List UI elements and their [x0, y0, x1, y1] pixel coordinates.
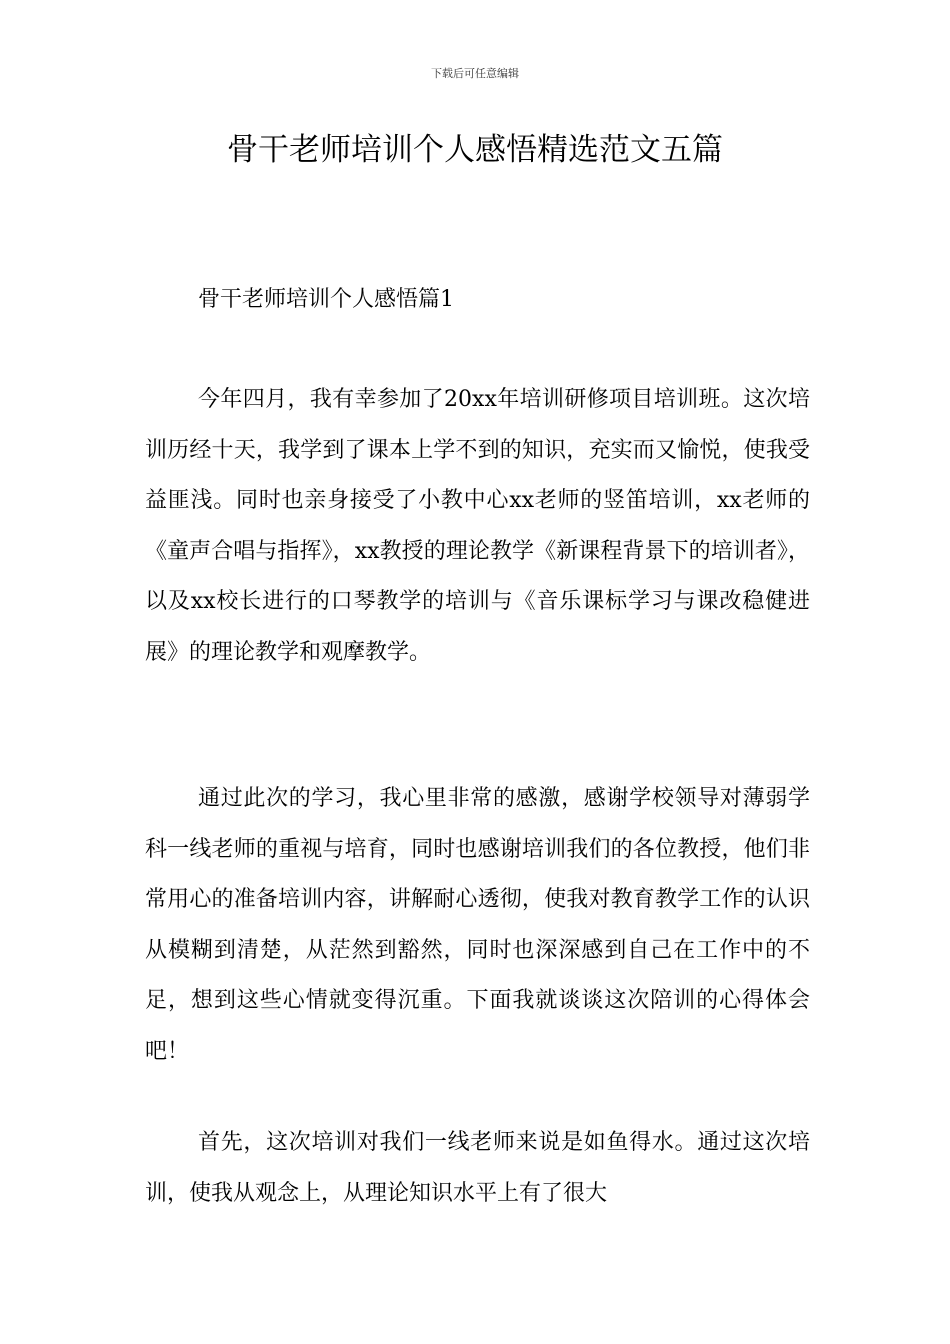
body-paragraph-1 — [145, 375, 810, 678]
body-paragraph-2 — [145, 774, 810, 1077]
body-paragraph-3 — [145, 1118, 810, 1219]
paragraph-text: 通过此次的学习，我心里非常的感激，感谢学校领导对薄弱学科一线老师的重视与培育，同时也感谢培训我们的各位教授，他们非常用心的准备培训内容，讲解耐心透彻，使我对教育教学工作的认识从模糊到清楚，从茫然到豁然，同时也深深感到自己在工作中的不足，想到这些心情就变得沉重。下面我就谈谈这次陪训的心得体会吧！ — [145, 786, 810, 1064]
document-title: 骨干老师培训个人感悟精选范文五篇 — [227, 132, 723, 168]
header-note: 下载后可任意编辑 — [431, 67, 519, 80]
paragraph-text: 今年四月，我有幸参加了20xx年培训研修项目培训班。这次培训历经十天，我学到了课本上学不到的知识，充实而又愉悦，使我受益匪浅。同时也亲身接受了小教中心xx老师的竖笛培训，xx老师的《童声合唱与指挥》，xx教授的理论教学《新课程背景下的培训者》，以及xx校长进行的口琴教学的培训与《音乐课标学习与课改稳健进展》的理论教学和观摩教学。 — [145, 387, 810, 665]
section-heading: 骨干老师培训个人感悟篇1 — [198, 287, 454, 312]
paragraph-text: 首先，这次培训对我们一线老师来说是如鱼得水。通过这次培训，使我从观念上，从理论知识水平上有了很大 — [145, 1130, 810, 1206]
